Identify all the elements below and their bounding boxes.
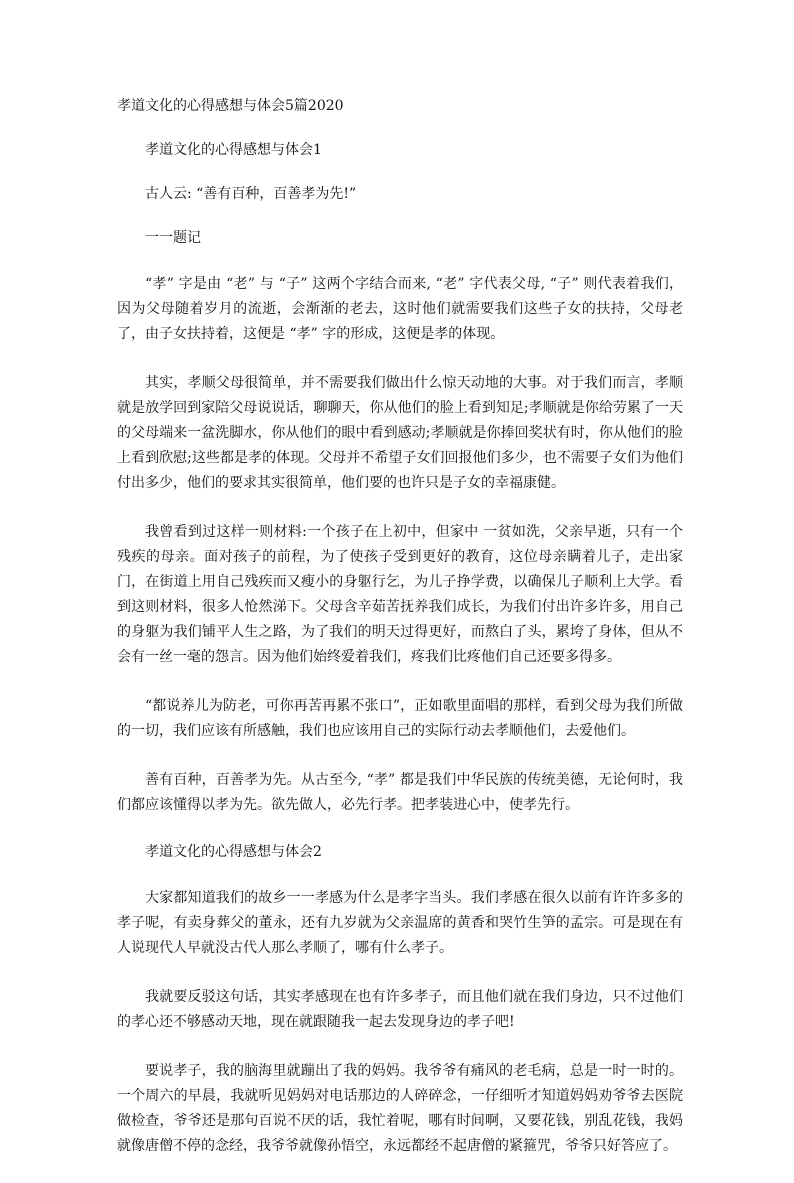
paragraph: 我曾看到过这样一则材料:一个孩子在上初中，但家中 一贫如洗，父亲早逝，只有一个残疾的母亲。面对孩子的前程，为了使孩子受到更好的教育，这位母亲瞒着儿子，走出家门，在街道上用自己残疾而又瘦小的身躯行乞，为儿子挣学费，以确保儿子顺利上大学。看到这则材料，很多人怆然涕下。父母含辛茹苦抚养我们成长，为我们付出许多许多，用自己的身躯为我们铺平人生之路，为了我们的明天过得更好，而熬白了头，累垮了身体，但从不会有一丝一毫的怨言。因为他们始终爱着我们，疼我们比疼他们自己还要多得多。	[117, 524, 683, 665]
epigraph-attribution: 一一题记	[145, 230, 201, 246]
section-2-title: 孝道文化的心得感想与体会2	[145, 844, 322, 860]
paragraph: 善有百种，百善孝为先。从古至今, “孝” 都是我们中华民族的传统美德，无论何时，我们都应该懂得以孝为先。欲先做人，必先行孝。把孝装进心中，使孝先行。	[117, 772, 683, 813]
section-1-title: 孝道文化的心得感想与体会1	[145, 142, 322, 158]
paragraph: “都说养儿为防老，可你再苦再累不张口”，正如歌里面唱的那样，看到父母为我们所做的一切，我们应该有所感触，我们也应该用自己的实际行动去孝顺他们，去爱他们。	[117, 698, 683, 739]
document-body	[117, 96, 683, 1183]
document-title: 孝道文化的心得感想与体会5篇2020	[117, 98, 344, 114]
paragraph: 我就要反驳这句话，其实孝感现在也有许多孝子，而且他们就在我们身边，只不过他们的孝心还不够感动天地，现在就跟随我一起去发现身边的孝子吧!	[117, 989, 683, 1030]
paragraph: 要说孝子，我的脑海里就蹦出了我的妈妈。我爷爷有痛风的老毛病，总是一时一时的。一个周六的早晨，我就听见妈妈对电话那边的人碎碎念，一仔细听才知道妈妈劝爷爷去医院做检查，爷爷还是那句百说不厌的话，我忙着呢，哪有时间啊，又要花钱，别乱花钱，我妈就像唐僧不停的念经，我爷爷就像孙悟空，永远都经不起唐僧的紧箍咒，爷爷只好答应了。	[117, 1063, 683, 1154]
paragraph: 大家都知道我们的故乡一一孝感为什么是孝字当头。我们孝感在很久以前有许许多多的孝子呢，有卖身葬父的董永，还有九岁就为父亲温席的黄香和哭竹生笋的孟宗。可是现在有人说现代人早就没古代人那么孝顺了，哪有什么孝子。	[117, 890, 683, 956]
paragraph: “孝” 字是由 “老” 与 “子” 这两个字结合而来, “老” 字代表父母, “子” 则代表着我们，因为父母随着岁月的流逝，会渐渐的老去，这时他们就需要我们这些子女的扶持，父母老了，由子女扶持着，这便是 “孝” 字的形成，这便是孝的体现。	[117, 276, 683, 342]
epigraph-quote: 古人云: “善有百种，百善孝为先!”	[145, 186, 357, 202]
paragraph: 其实，孝顺父母很简单，并不需要我们做出什么惊天动地的大事。对于我们而言，孝顺就是放学回到家陪父母说说话，聊聊天，你从他们的脸上看到知足;孝顺就是你给劳累了一天的父母端来一盆洗脚水，你从他们的眼中看到感动;孝顺就是你捧回奖状有时，你从他们的脸上看到欣慰;这些都是孝的体现。父母并不希望子女们回报他们多少，也不需要子女们为他们付出多少，他们的要求其实很简单，他们要的也许只是子女的幸福康健。	[117, 375, 683, 491]
